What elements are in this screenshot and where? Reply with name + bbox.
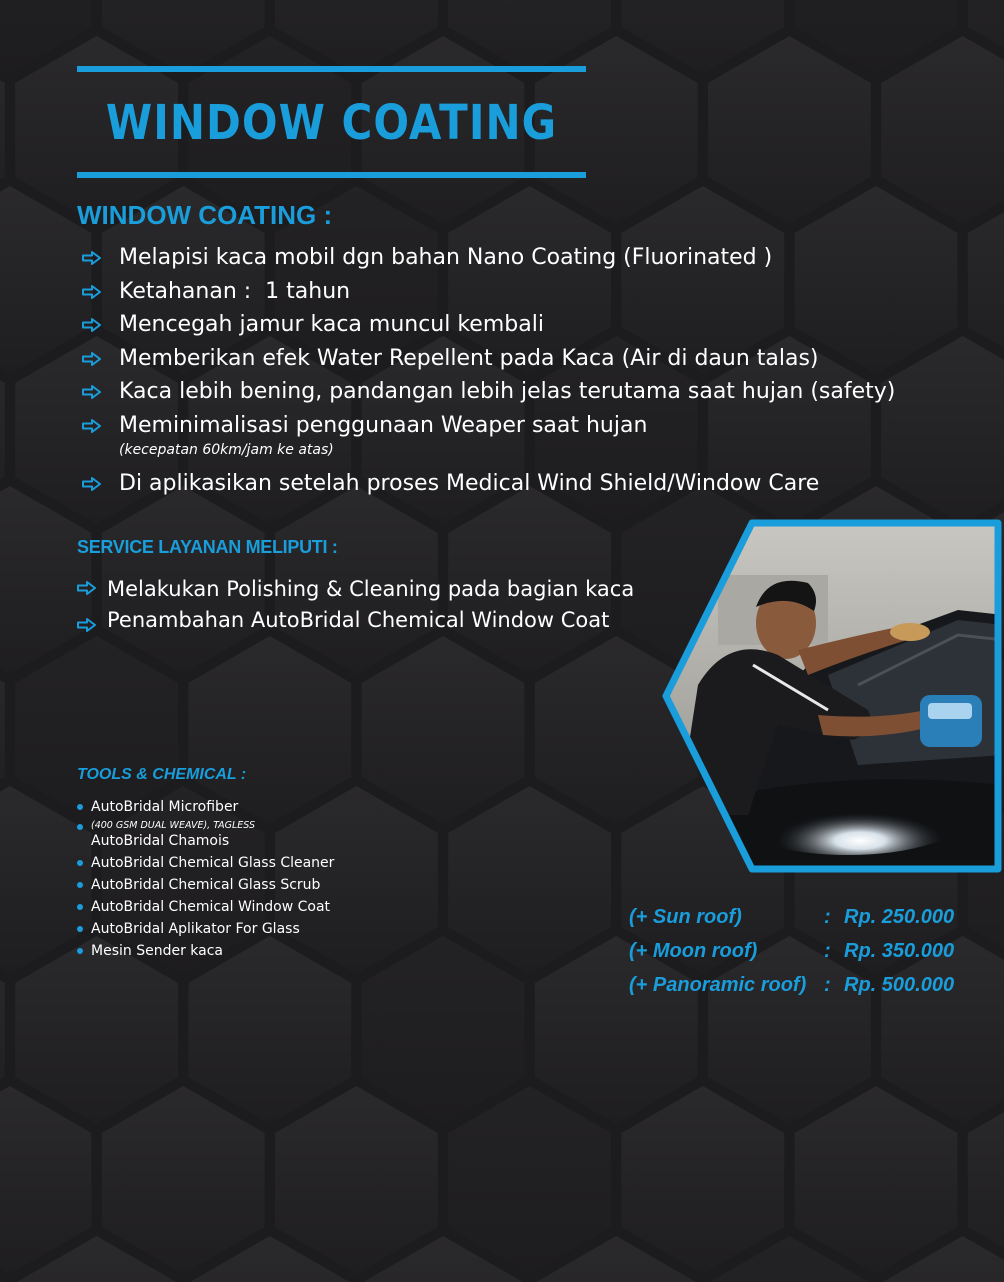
background-hexagon: [362, 936, 525, 1124]
background-hexagon: [15, 936, 178, 1124]
list-item: [82, 344, 982, 378]
arrow-right-icon: [82, 419, 102, 433]
list-item: [82, 243, 982, 277]
price-row: [629, 936, 969, 970]
arrow-right-icon: [82, 251, 102, 265]
price-value: Rp. 500.000: [844, 974, 955, 996]
background-hexagon: [881, 36, 1004, 224]
tool-text: AutoBridal Microfiber: [91, 799, 239, 815]
list-item: [76, 874, 476, 896]
feature-text: Meminimalisasi penggunaan Weaper saat hujan: [119, 412, 648, 438]
features-heading: WINDOW COATING :: [77, 200, 333, 230]
background-hexagon: [708, 36, 871, 224]
title-bottom-rule: [77, 172, 586, 178]
arrow-right-icon: [77, 618, 97, 632]
tool-text: AutoBridal Chemical Glass Scrub: [91, 877, 321, 893]
list-item: [82, 377, 982, 411]
list-item: [76, 852, 476, 874]
arrow-right-icon: [82, 385, 102, 399]
bullet-dot-icon: [77, 904, 83, 910]
feature-note: (kecepatan 60km/jam ke atas): [119, 441, 334, 458]
list-item: [76, 830, 476, 852]
price-row: [629, 970, 969, 1004]
background-hexagon: [102, 1086, 265, 1274]
price-value: Rp. 250.000: [844, 906, 955, 928]
services-list: [77, 575, 677, 637]
background-hexagon: [275, 1086, 438, 1274]
feature-text: Mencegah jamur kaca muncul kembali: [119, 312, 544, 337]
arrow-right-icon: [77, 581, 97, 595]
roof-prices: [629, 902, 969, 1004]
title-top-rule: [77, 66, 586, 72]
tool-text: AutoBridal Chamois: [91, 833, 230, 849]
service-text: Penambahan AutoBridal Chemical Window Coat: [107, 608, 610, 632]
tool-text: AutoBridal Chemical Window Coat: [91, 899, 331, 915]
background-hexagon: [621, 1086, 784, 1274]
feature-text: Ketahanan : 1 tahun: [119, 278, 351, 304]
list-item: [76, 918, 476, 940]
list-item: [82, 277, 982, 311]
arrow-right-icon: [82, 352, 102, 366]
price-colon: :: [824, 906, 831, 928]
feature-text: Memberikan efek Water Repellent pada Kaca (Air di daun talas): [119, 345, 819, 371]
list-item: [76, 796, 476, 818]
bullet-dot-icon: [77, 926, 83, 932]
list-item: [82, 411, 982, 469]
price-row: [629, 902, 969, 936]
price-label: (+ Panoramic roof): [629, 974, 807, 996]
feature-text: Kaca lebih bening, pandangan lebih jelas terutama saat hujan (safety): [119, 379, 896, 404]
arrow-right-icon: [82, 477, 102, 491]
background-hexagon: [188, 936, 351, 1124]
feature-text: Di aplikasikan setelah proses Medical Wind Shield/Window Care: [119, 470, 820, 496]
bullet-dot-icon: [77, 882, 83, 888]
list-item: [76, 940, 476, 962]
tools-list: [76, 796, 476, 962]
service-text: Melakukan Polishing & Cleaning pada bagian kaca: [107, 577, 635, 601]
arrow-right-icon: [82, 285, 102, 299]
price-colon: :: [824, 974, 831, 996]
features-list: [82, 243, 982, 502]
page-title: WINDOW COATING: [105, 94, 558, 151]
price-label: (+ Moon roof): [629, 940, 758, 962]
list-item: [77, 606, 677, 637]
price-colon: :: [824, 940, 831, 962]
tool-text: Mesin Sender kaca: [91, 943, 223, 959]
list-item: [76, 896, 476, 918]
price-label: (+ Sun roof): [629, 906, 742, 928]
feature-text: Melapisi kaca mobil dgn bahan Nano Coating (Fluorinated ): [119, 245, 773, 270]
background-hexagon: [0, 1086, 91, 1274]
bullet-dot-icon: [77, 860, 83, 866]
bullet-dot-icon: [77, 804, 83, 810]
technician-polishing-car-window-photo: [658, 515, 1004, 877]
list-item: [82, 310, 982, 344]
bullet-dot-icon: [77, 948, 83, 954]
background-hexagon: [448, 1086, 611, 1274]
tools-heading: TOOLS & CHEMICAL :: [77, 766, 247, 783]
services-heading: SERVICE LAYANAN MELIPUTI :: [77, 537, 338, 557]
arrow-right-icon: [82, 318, 102, 332]
list-item: [82, 469, 982, 503]
tool-text: AutoBridal Chemical Glass Cleaner: [91, 855, 335, 871]
list-item: [77, 575, 677, 606]
background-hexagon: [795, 1086, 958, 1274]
tool-text: AutoBridal Aplikator For Glass: [91, 921, 300, 937]
price-value: Rp. 350.000: [844, 940, 955, 962]
tool-note: (400 GSM DUAL WEAVE), TAGLESS: [91, 820, 256, 831]
